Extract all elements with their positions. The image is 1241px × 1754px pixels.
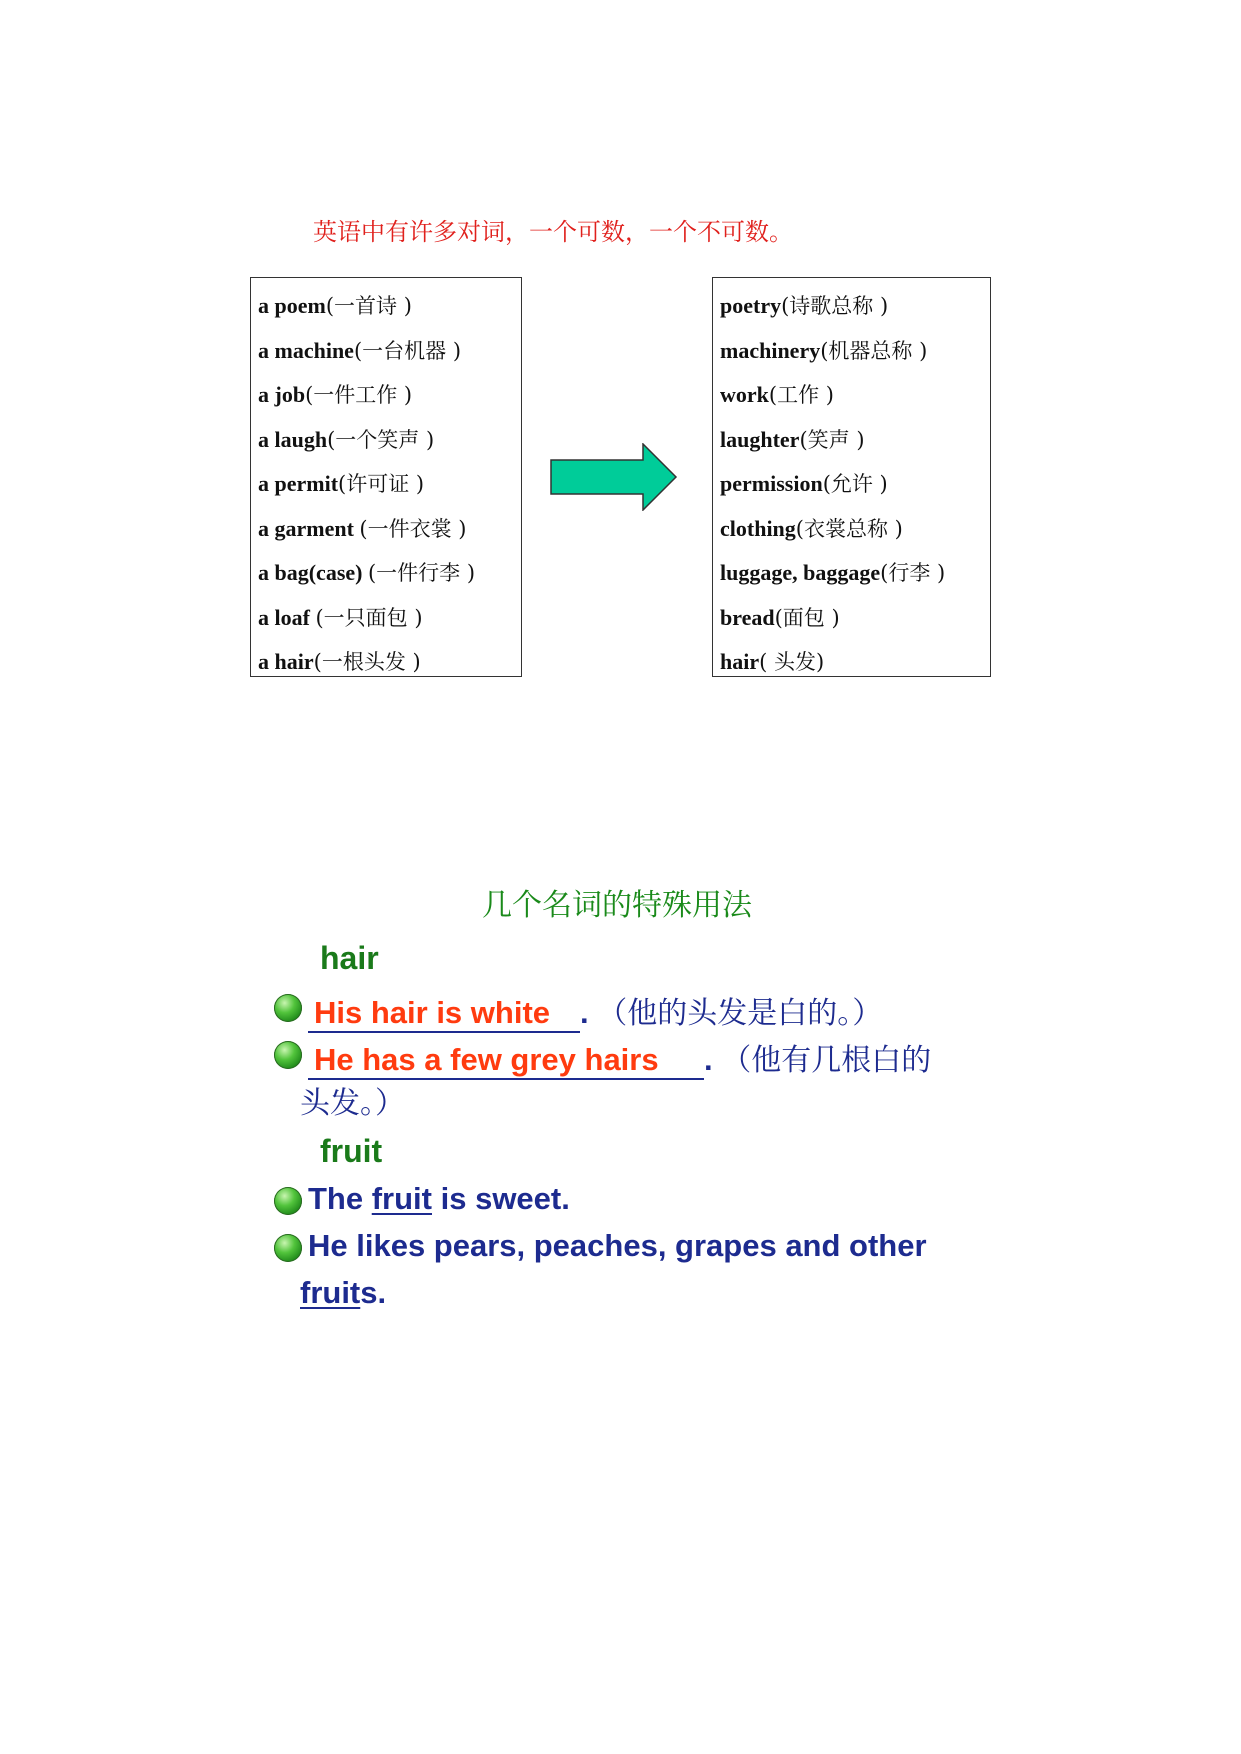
noun-zh: (一首诗 ) [325,294,412,318]
hair-sentence-2 [308,1035,931,1080]
table-row [251,507,521,552]
table-row [713,551,990,596]
table-row [713,284,990,329]
noun-en: hair [720,649,760,674]
table-row [713,373,990,418]
translation-continued: 头发。） [300,1086,405,1121]
noun-en: a poem [258,293,326,318]
table-row [251,373,521,418]
noun-en: luggage, baggage [720,560,881,585]
translation: （他有几根白的 [721,1043,932,1078]
noun-en: machinery [720,337,821,363]
noun-en: a hair [258,649,314,674]
noun-zh: (一件工作 ) [305,383,413,407]
noun-zh: (一根头发 ) [313,650,421,674]
uncountable-nouns-table [712,277,991,677]
fruit-sentence-2: He likes pears, peaches, grapes and other [308,1228,927,1263]
fruit-sentence-2-continued [300,1275,386,1311]
table-row [251,462,521,507]
table-row [251,284,521,329]
noun-zh: (工作 ) [768,383,834,407]
green-bullet-icon [274,994,302,1022]
table-row [251,551,521,596]
noun-zh: (一件衣裳 ) [359,516,467,541]
noun-en: bread [720,604,775,630]
sentence-end: s. [360,1275,387,1310]
noun-zh: (许可证 ) [338,472,425,496]
noun-zh: (行李 ) [880,561,946,585]
noun-zh: (衣裳总称 ) [795,516,903,541]
noun-en: a garment [258,515,360,541]
green-bullet-icon [274,1187,302,1215]
keyword-hair: hair [320,940,379,976]
underlined-word: fruit [371,1181,432,1216]
noun-zh: ( 头发) [759,650,825,674]
noun-zh: (笑声 ) [799,427,865,452]
underlined-word: fruit [300,1275,361,1310]
hair-sentence-1 [308,988,882,1033]
noun-en: a laugh [258,426,328,452]
noun-en: a permit [258,471,339,496]
sentence-start: The [308,1181,372,1216]
noun-en: permission [720,471,823,496]
noun-en: a job [258,382,306,407]
noun-en: a bag(case) [258,560,368,585]
table-row [713,507,990,552]
table-row [713,462,990,507]
countable-nouns-table [250,277,522,677]
noun-zh: (一台机器 ) [353,338,462,363]
noun-zh: (一件行李 ) [367,561,476,585]
answer-blank: He has a few grey hairs [308,1042,704,1080]
noun-en: clothing [720,515,796,541]
hair-sentence-2-continued [300,1078,405,1122]
green-bullet-icon [274,1041,302,1069]
sentence-period: . [704,1042,722,1077]
noun-zh: (一只面包 ) [315,605,423,630]
table-row [713,640,990,685]
table-row [251,329,521,374]
table-row [251,418,521,463]
table-row [251,596,521,641]
noun-en: work [720,382,769,407]
section-title: 几个名词的特殊用法 [482,888,752,923]
translation: （他的头发是白的。） [597,996,883,1031]
green-bullet-icon [274,1234,302,1262]
noun-en: poetry [720,293,782,318]
sentence-end: is sweet. [432,1181,570,1216]
noun-en: laughter [720,426,800,452]
keyword-fruit: fruit [320,1133,383,1169]
noun-zh: (面包 ) [774,605,840,630]
noun-zh: (机器总称 ) [820,338,928,363]
noun-en: a loaf [258,604,316,630]
noun-zh: (一个笑声 ) [327,427,435,452]
noun-en: a machine [258,337,354,363]
fruit-sentence-1 [308,1181,570,1217]
noun-zh: (允许 ) [822,472,888,496]
answer-blank: His hair is white [308,995,580,1033]
table-row [713,418,990,463]
table-row [713,596,990,641]
noun-zh: (诗歌总称 ) [781,294,889,318]
table-row [713,329,990,374]
sentence-period: . [580,995,598,1030]
arrow-shape [551,444,676,510]
intro-text: 英语中有许多对词，一个可数，一个不可数。 [313,218,793,246]
table-row [251,640,521,685]
right-arrow-icon [550,443,678,511]
